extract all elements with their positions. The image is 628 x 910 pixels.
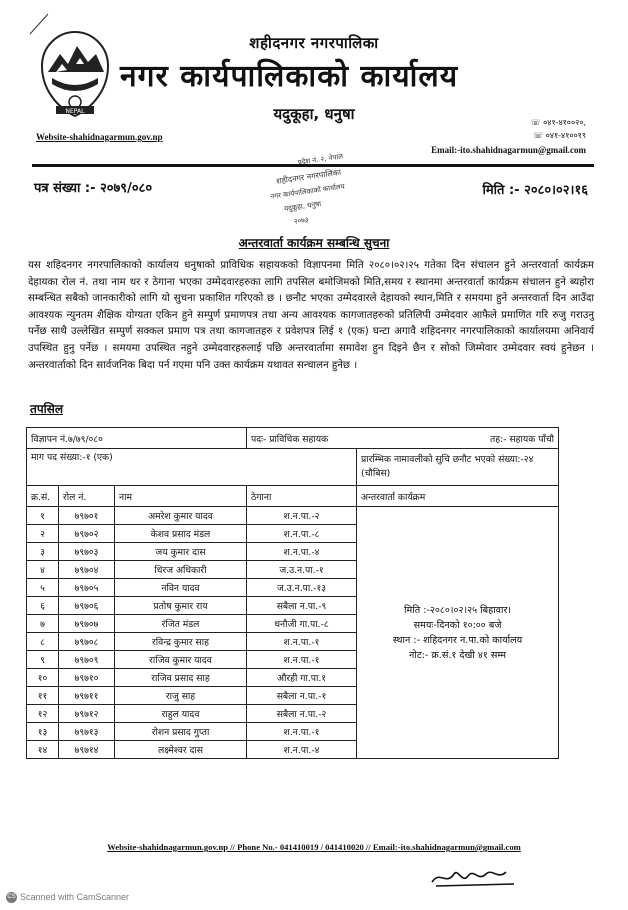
stamp-line-5: २०७३: [293, 215, 310, 226]
interview-schedule-table: [26, 427, 559, 759]
address-cell: श.न.पा.-४: [247, 543, 357, 561]
name-cell: रोशन प्रसाद गुप्ता: [115, 723, 247, 741]
municipality-name: शहीदनगर नगरपालिका: [249, 34, 379, 52]
address-cell: श.न.पा.-१: [247, 651, 357, 669]
roll-cell: ७९७१०: [59, 669, 115, 687]
name-cell: जय कुमार दास: [115, 543, 247, 561]
serial-cell: १४: [27, 741, 59, 759]
name-cell: केशव प्रसाद मंडल: [115, 525, 247, 543]
header-interview-program: अन्तरवार्ता कार्यक्रम: [357, 486, 559, 507]
website-link[interactable]: Website-shahidnagarmun.gov.np: [36, 132, 163, 142]
office-address: यदुकूहा, धनुषा: [273, 105, 355, 123]
address-cell: ज.उ.न.पा.-१३: [247, 579, 357, 597]
roll-cell: ७९७०५: [59, 579, 115, 597]
serial-cell: ८: [27, 633, 59, 651]
stamp-line-4: यदुकूहा, धनुषा: [283, 199, 322, 213]
name-cell: रंजित मंडल: [115, 615, 247, 633]
address-cell: सबैला न.पा.-२: [247, 705, 357, 723]
name-cell: धिरज अधिकारी: [115, 561, 247, 579]
serial-cell: १२: [27, 705, 59, 723]
table-meta-row-1: [27, 428, 559, 449]
serial-cell: ३: [27, 543, 59, 561]
letter-number: पत्र संख्या :- २०७९/०८०: [34, 181, 153, 196]
schedule-note: नोट:- क्र.सं.१ देखी ४१ सम्म: [409, 649, 507, 661]
serial-cell: १: [27, 507, 59, 525]
header-serial: क्र.सं.: [27, 486, 59, 507]
post-level: तह:- सहायक पाँचौ: [489, 433, 555, 445]
address-cell: श.न.पा.-२: [247, 507, 357, 525]
serial-cell: २: [27, 525, 59, 543]
name-cell: राजु साह: [115, 687, 247, 705]
phone-number-2: ☏ ०४१-४१००१९: [533, 131, 586, 140]
header-name: नाम: [115, 486, 247, 507]
roll-cell: ७९७०८: [59, 633, 115, 651]
schedule-sthan: स्थान :- शहिदनगर न.पा.को कार्यालय: [392, 634, 523, 646]
address-cell: सबैला न.पा.-९: [247, 597, 357, 615]
roll-cell: ७९७०६: [59, 597, 115, 615]
address-cell: औरही गा.पा.१: [247, 669, 357, 687]
notice-body: यस शहिदनगर नगरपालिकाको कार्यालय धनुषाको प्राविधिक सहायकको विज्ञापनमा मिति २०८०।०२।२५ गतेका दिन संचालन हुने अन्तरवार्ता कार्यक्रम देहायका रोल नं. तथा नाम थर र ठेगाना भएका उम्मेदवारहरुका लागि तपसिल बमोजिमको मिति,समय र स्थानमा अन्तरवार्ता कार्यक्रम संचालन हुने ब्यहोरा सम्बन्धित सबैको जानकारीको लागि यो सुचना प्रकाशित गरिएको छ । छनौट भएका उम्मेदवारले देहायको स्थान,मिति र समयमा हुने अन्तरवार्ता दिन आउँदा आवश्यक न्युनतम शैक्षिक योग्यता एकिन हुने सम्पुर्ण प्रमाणपत्र तथा अन्य आवश्यक कागजातहरुको प्रतिलिपी उम्मेदवार आफैले प्रमाणित गरि रुजु गराउनु पर्नेछ साथै उल्लेखित सम्पुर्ण सक्कल प्रमाण पत्र तथा कागजातहरु र प्रवेशपत्र लिई १ (एक) घन्टा अगावै शहिदनगर नगरपालिकाको कार्यालयमा अनिवार्य उपस्थित हुनु पर्नेछ । समयमा उपस्थित नहुने उम्मेदवारहरुलाई पछि अन्तरवार्तामा समावेश हुन दिइने छैन र सोको जिम्मेवार उम्मेदवार स्वयं हुनेछन । अन्तरवार्ताको दिन सार्वजनिक बिदा पर्न गएमा पनि उक्त कार्यक्रम यथावत सन्चालन हुनेछ ।: [28, 260, 594, 371]
roll-cell: ७९७०९: [59, 651, 115, 669]
roll-cell: ७९७१४: [59, 741, 115, 759]
camscanner-badge: CS: [6, 892, 17, 903]
schedule-miti: मिति :-२०८०।०२।२५ बिहावार।: [403, 604, 512, 616]
address-cell: धनौजी गा.पा.-८: [247, 615, 357, 633]
phone-block: [531, 116, 586, 142]
phone-number-1: ☏ ०४१-४१००२०,: [530, 118, 586, 127]
serial-cell: १०: [27, 669, 59, 687]
address-cell: सबैला न.पा.-१: [247, 687, 357, 705]
address-cell: ज.उ.न.पा.-१: [247, 561, 357, 579]
interview-schedule-cell: [357, 507, 559, 759]
serial-cell: ११: [27, 687, 59, 705]
serial-cell: ६: [27, 597, 59, 615]
post-name: पदः- प्राविधिक सहायक: [251, 433, 329, 445]
demand-post-count: माग पद संख्या:-१ (एक): [27, 449, 357, 486]
roll-cell: ७९७०२: [59, 525, 115, 543]
schedule-samaya: समयः-दिनको १०:०० बजे: [413, 619, 502, 631]
name-cell: अमरेश कुमार यादव: [115, 507, 247, 525]
details-heading: तपसिल: [30, 402, 64, 416]
roll-cell: ७९७१२: [59, 705, 115, 723]
address-cell: श.न.पा.-१: [247, 723, 357, 741]
letter-date: मिति :- २०८०।०२।१६: [482, 183, 588, 198]
name-cell: प्रतोष कुमार राय: [115, 597, 247, 615]
header-address: ठेगाना: [247, 486, 357, 507]
camscanner-watermark: [6, 892, 129, 903]
roll-cell: ७९७०३: [59, 543, 115, 561]
table-meta-row-2: [27, 449, 559, 486]
name-cell: राजिव प्रसाद साह: [115, 669, 247, 687]
roll-cell: ७९७१३: [59, 723, 115, 741]
stamp-line-2: शहीदनगर नगरपालिका: [275, 167, 342, 186]
serial-cell: ५: [27, 579, 59, 597]
table-row: [27, 507, 559, 525]
roll-cell: ७९७११: [59, 687, 115, 705]
roll-cell: ७९७०७: [59, 615, 115, 633]
serial-cell: १३: [27, 723, 59, 741]
logo-nepal-text: NEPAL: [65, 108, 85, 115]
stamp-line-1: प्रदेश नं. २, नेपाल: [297, 152, 344, 167]
signature: [428, 864, 520, 890]
table-header-row: [27, 486, 559, 507]
roll-cell: ७९७०१: [59, 507, 115, 525]
address-cell: श.न.पा.-८: [247, 525, 357, 543]
name-cell: राजिव कुमार यादव: [115, 651, 247, 669]
post-level-cell: [247, 428, 559, 449]
stamp-line-3: नगर कार्यपालिकाको कार्यालय: [269, 182, 346, 201]
camscanner-text: Scanned with CamScanner: [20, 892, 130, 902]
serial-cell: ७: [27, 615, 59, 633]
header-roll: रोल नं.: [59, 486, 115, 507]
shortlisted-count: प्रारम्भिक नामावलीको सुचि छनौट भएको संख्या:-२४ (चौबिस): [357, 449, 559, 486]
notice-title: अन्तरवार्ता कार्यक्रम सम्बन्धि सुचना: [238, 236, 390, 250]
name-cell: रविन्द्र कुमार साह: [115, 633, 247, 651]
roll-cell: ७९७०४: [59, 561, 115, 579]
name-cell: नविन यादव: [115, 579, 247, 597]
office-stamp: [264, 150, 374, 232]
email-link[interactable]: Email:-ito.shahidnagarmun@gmail.com: [431, 145, 586, 155]
address-cell: श.न.पा.-१: [247, 633, 357, 651]
footer-contact: Website-shahidnagarmun.gov.np // Phone No.- 041410019 / 041410020 // Email:-ito.shahidnagarmun@gmail.com: [107, 842, 521, 852]
office-name: नगर कार्यपालिकाको कार्यालय: [120, 59, 459, 94]
serial-cell: ९: [27, 651, 59, 669]
serial-cell: ४: [27, 561, 59, 579]
advertisement-number: विज्ञापन नं.७/७९/०८०: [27, 428, 247, 449]
address-cell: श.न.पा.-४: [247, 741, 357, 759]
name-cell: लक्ष्मेश्वर दास: [115, 741, 247, 759]
name-cell: राहुल यादव: [115, 705, 247, 723]
